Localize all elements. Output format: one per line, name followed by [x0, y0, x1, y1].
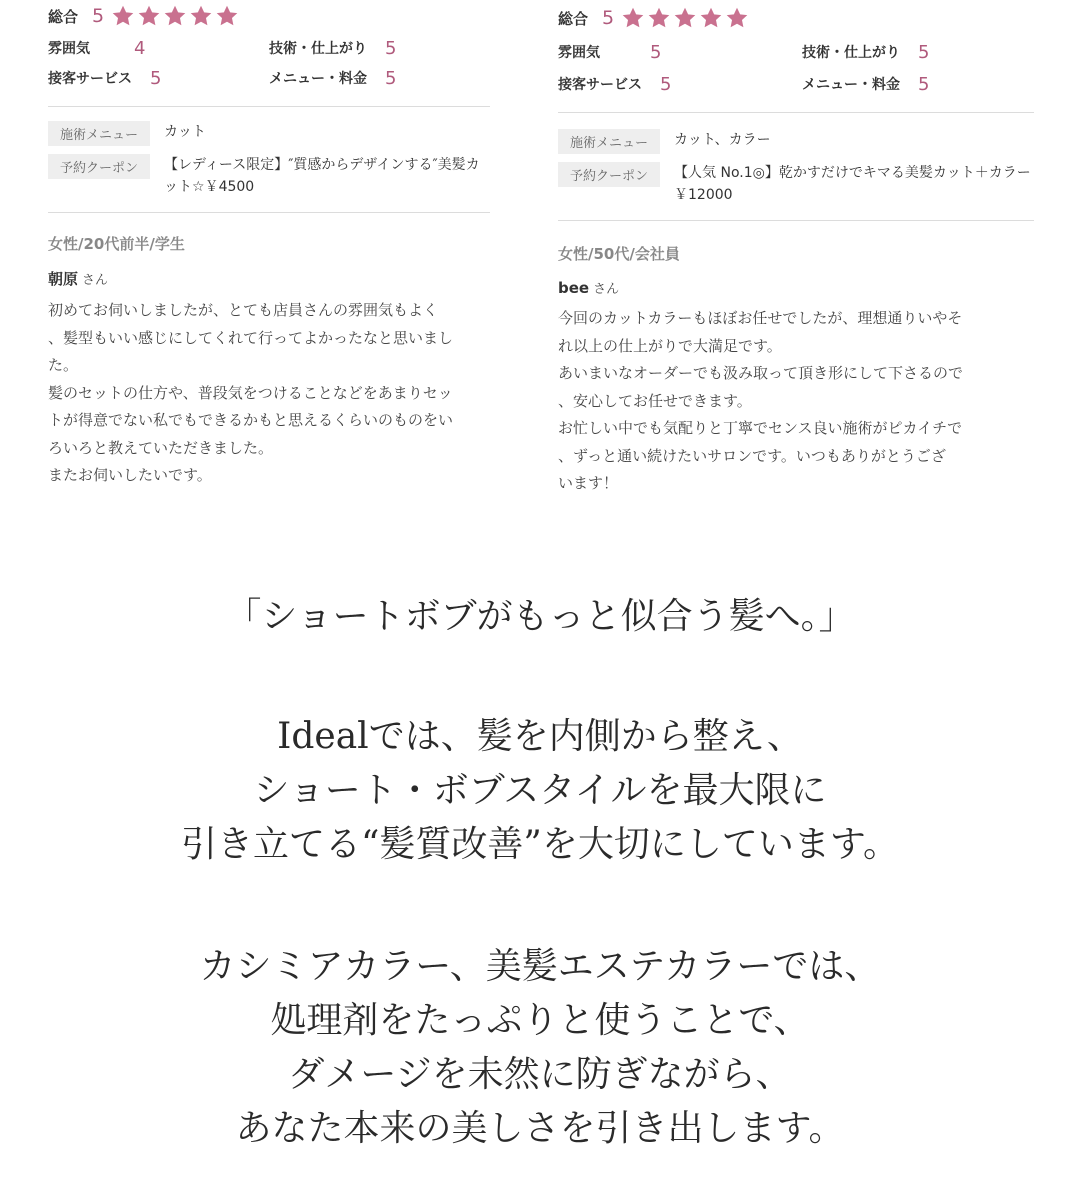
name: 朝原	[48, 270, 79, 288]
promo-line: カシミアカラー、美髪エステカラーでは、	[199, 946, 881, 987]
rating-atmosphere	[48, 36, 269, 60]
overall-rating	[558, 2, 1034, 34]
promo-line: 処理剤をたっぷりと使うことで、	[270, 1000, 810, 1041]
menu-value: カット、カラー	[674, 132, 771, 148]
coupon-key: 予約クーポン	[558, 162, 660, 187]
review-body: 今回のカットカラーもほぼお任せでしたが、理想通りいやそ れ以上の仕上がりで大満足です。 あいまいなオーダーでも汲み取って頂き形にして下さるので 、安心してお任せできます。 お忙しい中でも気配りと丁寧でセンス良い施術がピカイチで 、ずっと通い続けたいサロンです。いつもありがとうござ います！	[558, 309, 964, 492]
star-icon	[672, 5, 698, 31]
star-icon	[214, 3, 240, 29]
divider	[48, 212, 490, 213]
treatment-info	[48, 121, 490, 198]
headline: 「ショートボブがもっと似合う髪へ。」	[225, 596, 855, 637]
rating-value: 5	[150, 67, 162, 89]
promo-line: ショート・ボブスタイルを最大限に	[253, 770, 827, 811]
rating-service	[48, 66, 269, 90]
menu-row	[48, 121, 490, 146]
rating-value: 5	[918, 41, 930, 63]
coupon-row	[558, 162, 1034, 206]
review-body: 初めてお伺いしましたが、とても店員さんの雰囲気もよく 、髪型もいい感じにしてくれて行ってよかったなと思いまし た。 髪のセットの仕方や、普段気をつけることなどをあまりセッ トが得意でない私でもできるかもと思えるくらいのものをい ろいろと教えていただきました。 またお伺いしたいです。	[48, 301, 454, 484]
rating-technique	[269, 36, 490, 60]
coupon-row	[48, 154, 490, 198]
rating-value: 4	[134, 37, 146, 59]
reviewer-info: 女性/20代前半/学生	[48, 235, 185, 253]
coupon-key: 予約クーポン	[48, 154, 150, 179]
overall-label: 総合	[48, 7, 79, 26]
sub-ratings	[48, 36, 490, 90]
star-icon	[162, 3, 188, 29]
menu-key: 施術メニュー	[48, 121, 150, 146]
rating-atmosphere	[558, 40, 796, 64]
divider	[558, 112, 1034, 113]
rating-value: 5	[918, 73, 930, 95]
menu-row	[558, 129, 1034, 154]
divider	[558, 220, 1034, 221]
star-icon	[110, 3, 136, 29]
honorific: さん	[82, 273, 109, 288]
overall-score: 5	[92, 5, 105, 27]
reviewer-name	[48, 268, 490, 289]
rating-label: 技術・仕上がり	[269, 41, 367, 57]
rating-label: 接客サービス	[558, 77, 642, 93]
promo-paragraph-2	[0, 940, 1080, 1156]
promo-line: あなた本来の美しさを引き出します。	[235, 1108, 845, 1149]
overall-rating	[48, 0, 490, 32]
star-icon	[136, 3, 162, 29]
rating-label: メニュー・料金	[802, 77, 900, 93]
coupon-value[interactable]: 【人気 No.1◎】乾かすだけでキマる美髪カット＋カラー￥12000	[674, 165, 1031, 203]
rating-service	[558, 72, 796, 96]
menu-key: 施術メニュー	[558, 129, 660, 154]
rating-label: 雰囲気	[48, 41, 90, 57]
promo-line: ダメージを未然に防ぎながら、	[288, 1054, 792, 1095]
star-icon	[698, 5, 724, 31]
treatment-info	[558, 129, 1034, 206]
promo-paragraph-1	[0, 710, 1080, 872]
rating-label: 雰囲気	[558, 45, 600, 61]
promo-line: 引き立てる“髪質改善”を大切にしています。	[181, 824, 899, 865]
rating-label: メニュー・料金	[269, 71, 367, 87]
coupon-value[interactable]: 【レディース限定】″質感からデザインする″美髪カット☆￥4500	[164, 157, 480, 195]
rating-value: 5	[385, 67, 397, 89]
rating-label: 技術・仕上がり	[802, 45, 900, 61]
star-rating	[620, 5, 750, 31]
honorific: さん	[593, 282, 620, 297]
name: bee	[558, 279, 590, 297]
overall-score: 5	[602, 7, 615, 29]
reviewer-info: 女性/50代/会社員	[558, 245, 680, 263]
review-card-left	[48, 0, 490, 490]
divider	[48, 106, 490, 107]
reviewer-name	[558, 278, 1034, 297]
sub-ratings	[558, 40, 1034, 96]
overall-label: 総合	[558, 9, 589, 28]
rating-label: 接客サービス	[48, 71, 132, 87]
star-icon	[646, 5, 672, 31]
review-card-right	[558, 0, 1034, 498]
star-rating	[110, 3, 240, 29]
rating-value: 5	[650, 41, 662, 63]
rating-technique	[802, 40, 1034, 64]
promo-line: Idealでは、髪を内側から整え、	[277, 716, 803, 757]
star-icon	[188, 3, 214, 29]
rating-menu-price	[802, 72, 1034, 96]
rating-menu-price	[269, 66, 490, 90]
star-icon	[724, 5, 750, 31]
star-icon	[620, 5, 646, 31]
menu-value: カット	[164, 124, 206, 140]
promo-headline	[0, 590, 1080, 644]
rating-value: 5	[385, 37, 397, 59]
rating-value: 5	[660, 73, 672, 95]
